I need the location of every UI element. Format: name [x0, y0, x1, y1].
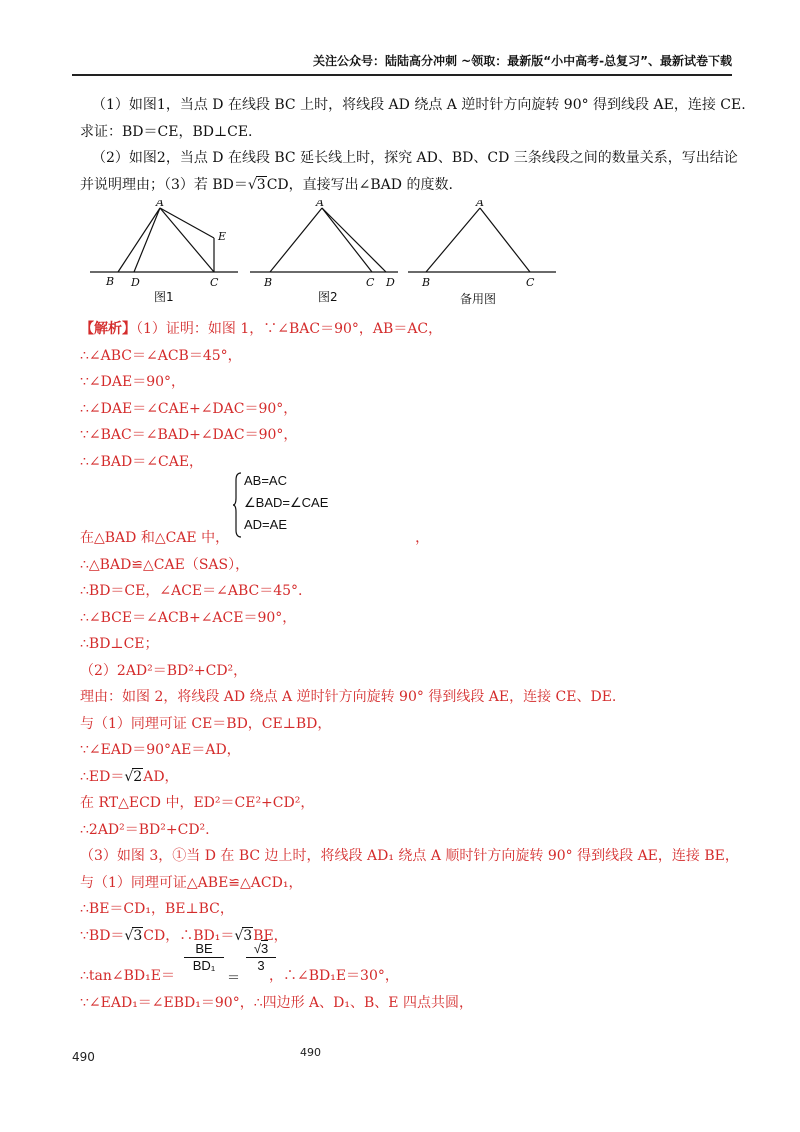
fig2-segment-ad: [322, 208, 386, 272]
sqrt-symbol: √3: [124, 927, 143, 944]
fig1-segment-ae: [160, 208, 214, 238]
fig3-label-c: C: [526, 276, 535, 289]
sqrt-radicand: 3: [256, 176, 266, 193]
page-header: 关注公众号：陆陆高分冲刺 ~领取：最新版“小中高考-总复习”、最新试卷下载: [72, 52, 732, 76]
fig1-label-c: C: [210, 276, 219, 289]
solution-line-9: ∴BD＝CE，∠ACE＝∠ABC＝45°.: [80, 583, 303, 599]
sqrt-radicand: 3: [133, 927, 143, 944]
solution-line-7-prefix: 在△BAD 和△CAE 中，: [80, 530, 230, 546]
solution-line-1: [80, 316, 740, 343]
fig1-label-e: E: [218, 230, 227, 243]
fraction-equals: ＝: [227, 970, 241, 985]
fig1-label-a: A: [156, 200, 164, 209]
fig2-label-b: B: [264, 276, 273, 289]
document-body: [80, 92, 746, 198]
fig2-caption: 图2: [318, 290, 338, 304]
solution-line-24: ∵∠EAD₁＝∠EBD₁＝90°，∴四边形 A、D₁、B、E 四点共圆，: [80, 994, 473, 1011]
solution-line-6: ∴∠BAD＝∠CAE，: [80, 453, 204, 470]
solution-line-8: ∴△BAD≌△CAE（SAS），: [80, 556, 250, 573]
figures-row: [90, 200, 560, 312]
solution-line-1-text: （1）证明：如图 1，∵∠BAC＝90°，AB＝AC，: [136, 321, 443, 337]
fig1-segment-ac: [160, 208, 214, 272]
fraction-denominator: BD₁: [184, 957, 224, 974]
fig2-label-c: C: [366, 276, 375, 289]
fig2-label-a: A: [316, 200, 324, 209]
solution-line-16-prefix: ∴ED＝: [80, 768, 125, 785]
question-1-line-1: （1）如图1，当点 D 在线段 BC 上时，将线段 AD 绕点 A 逆时针方向旋转 90° 得到线段 AE，连接 CE.: [92, 97, 746, 113]
solution-line-19: （3）如图 3，①当 D 在 BC 边上时，将线段 AD₁ 绕点 A 顺时针方向旋转 90° 得到线段 AE，连接 BE，: [80, 848, 739, 864]
solution-line-17: 在 RT△ECD 中，ED²＝CE²+CD²，: [80, 795, 315, 811]
figure-2: [250, 208, 398, 272]
page-number-left: 490: [72, 1050, 95, 1064]
solution-line-16-suffix: AD，: [143, 768, 179, 785]
fig1-caption: 图1: [154, 290, 174, 304]
fraction-numerator: BE: [195, 941, 213, 956]
fig3-segment-ac: [480, 208, 530, 272]
page-number-center: 490: [300, 1046, 321, 1059]
solution-line-21: ∴BE＝CD₁，BE⊥BC，: [80, 901, 234, 917]
case-row-2: ∠BAD=∠CAE: [244, 495, 329, 510]
analysis-tag: 【解析】: [80, 321, 136, 337]
question-2-line-2: [80, 172, 740, 199]
solution-line-12: （2）2AD²＝BD²+CD²，: [80, 662, 248, 679]
fig1-segment-ad: [134, 208, 160, 272]
solution-line-20: 与（1）同理可证△ABE≌△ACD₁，: [80, 874, 303, 891]
fraction-denominator: 3: [246, 957, 276, 974]
sqrt-radicand: 2: [133, 768, 143, 785]
solution-line-16: [80, 764, 740, 791]
sqrt-symbol: √2: [124, 768, 143, 785]
fig2-label-d: D: [386, 276, 395, 289]
fig1-label-b: B: [106, 275, 115, 288]
sqrt-symbol: √3: [247, 176, 266, 193]
fig3-caption: 备用图: [460, 292, 497, 306]
solution-line-10: ∴∠BCE＝∠ACB+∠ACE＝90°，: [80, 609, 297, 626]
case-row-3: AD=AE: [244, 517, 287, 532]
question-2-line-1: （2）如图2，当点 D 在线段 BC 延长线上时，探究 AD、BD、CD 三条线段之间的数量关系，写出结论: [92, 150, 738, 166]
solution-line-5: ∵∠BAC＝∠BAD+∠DAC＝90°，: [80, 427, 298, 443]
geometry-figures: [90, 200, 560, 312]
solution-line-7-suffix: ，: [415, 530, 430, 546]
left-brace-icon: [232, 472, 242, 538]
q2-suffix: CD，直接写出∠BAD 的度数.: [266, 176, 453, 193]
solution-line-11: ∴BD⊥CE；: [80, 636, 159, 652]
solution-line-14: 与（1）同理可证 CE＝BD，CE⊥BD，: [80, 715, 332, 732]
solution-line-15: ∵∠EAD＝90°AE＝AD，: [80, 742, 241, 758]
solution-line-22-c: BE，: [253, 927, 288, 944]
solution-line-23-prefix: ∴tan∠BD₁E＝: [80, 968, 175, 984]
fraction-be-over-bd1: [184, 941, 224, 974]
solution-block: [80, 316, 740, 1016]
q2-prefix: 并说明理由；（3）若 BD＝: [80, 176, 248, 193]
fraction-sqrt3-over-3: [246, 941, 276, 974]
sqrt-radicand: 3: [243, 927, 253, 944]
figure-3-labels: [421, 200, 535, 306]
sqrt-symbol: √3: [234, 927, 253, 944]
cases-spacer: [80, 475, 740, 525]
solution-line-22-a: ∵BD＝: [80, 927, 125, 944]
solution-line-4: ∴∠DAE＝∠CAE+∠DAC＝90°，: [80, 400, 298, 417]
case-row-1: AB=AC: [244, 473, 287, 488]
fig2-segment-ab: [270, 208, 322, 272]
solution-line-2: ∴∠ABC＝∠ACB＝45°，: [80, 347, 242, 364]
fig2-segment-ac: [322, 208, 372, 272]
fig3-segment-ab: [426, 208, 480, 272]
fig1-segment-ab: [118, 208, 160, 272]
sqrt-radicand: 3: [260, 941, 269, 956]
figure-1-labels: [105, 200, 226, 304]
solution-line-23: [80, 941, 740, 990]
solution-line-7: [80, 525, 740, 552]
solution-line-18: ∴2AD²＝BD²+CD².: [80, 821, 210, 838]
solution-line-3: ∵∠DAE＝90°，: [80, 374, 186, 390]
fig1-label-d: D: [131, 276, 140, 289]
solution-line-23-suffix: ，∴∠BD₁E＝30°，: [268, 968, 399, 984]
question-1-line-2: 求证：BD＝CE，BD⊥CE.: [80, 123, 253, 140]
fraction-numerator: √3: [253, 941, 269, 956]
fraction-spacer: [80, 949, 740, 963]
solution-line-22: [80, 923, 740, 950]
fig3-label-b: B: [422, 276, 431, 289]
solution-line-13: 理由：如图 2，将线段 AD 绕点 A 逆时针方向旋转 90° 得到线段 AE，连接 CE、DE.: [80, 689, 617, 705]
solution-line-22-b: CD，∴BD₁＝: [143, 927, 235, 944]
figure-3: [408, 208, 556, 272]
fig3-label-a: A: [476, 200, 484, 209]
figure-1: [90, 208, 238, 272]
